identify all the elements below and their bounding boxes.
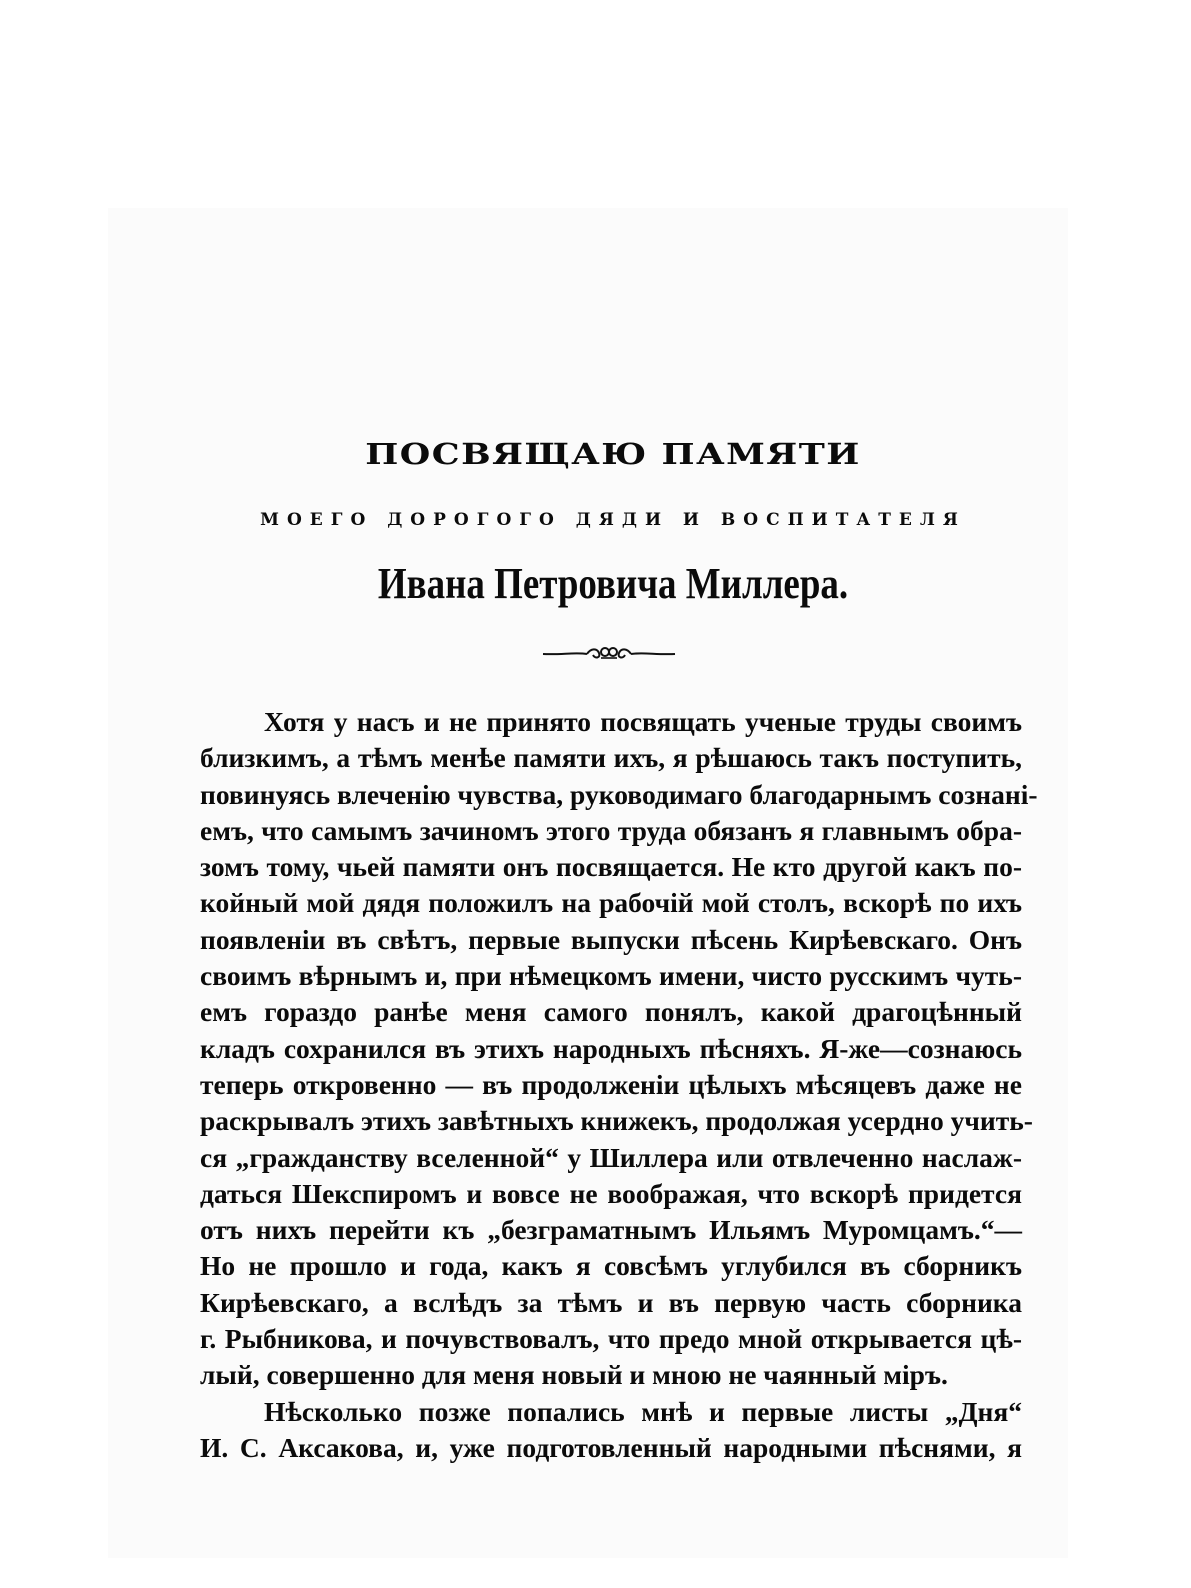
text-line: лый, совершенно для меня новый и мною не чаянный міръ. (200, 1359, 948, 1391)
text-line: повинуясь влеченію чувства, руководимаго благодарнымъ сознані- (200, 778, 1038, 810)
dedication-subtitle: МОЕГО ДОРОГОГО ДЯДИ И ВОСПИТАТЕЛЯ (260, 510, 966, 530)
text-line: кладъ сохранился въ этихъ народныхъ пѣсняхъ. Я-же—сознаюсь (200, 1032, 1022, 1064)
text-line: теперь откровенно — въ продолженіи цѣлыхъ мѣсяцевъ даже не (200, 1068, 1022, 1100)
text-line: емъ, что самымъ зачиномъ этого труда обязанъ я главнымъ обра- (200, 814, 1022, 846)
text-line: емъ гораздо ранѣе меня самого понялъ, какой драгоцѣнный (200, 996, 1022, 1028)
text-line: Нѣсколько позже попались мнѣ и первые листы „Дня“ (264, 1395, 1022, 1427)
text-line: койный мой дядя положилъ на рабочій мой столъ, вскорѣ по ихъ (200, 887, 1022, 919)
text-line: даться Шекспиромъ и вовсе не воображая, что вскорѣ придется (200, 1177, 1022, 1209)
dedication-name: Ивана Петровича Миллера. (377, 559, 849, 608)
ornament-divider-icon (541, 640, 677, 666)
body-text (200, 704, 1038, 1466)
text-line: появленіи въ свѣтъ, первые выпуски пѣсень Кирѣевскаго. Онъ (200, 923, 1022, 955)
dedication-title: ПОСВЯЩАЮ ПАМЯТИ (365, 437, 861, 472)
text-line: Кирѣевскаго, а вслѣдъ за тѣмъ и въ первую часть сборника (200, 1286, 1022, 1318)
text-line: отъ нихъ перейти къ „безграматнымъ Ильямъ Муромцамъ.“— (200, 1214, 1022, 1246)
text-line: Но не прошло и года, какъ я совсѣмъ углубился въ сборникъ (200, 1250, 1022, 1282)
text-line: г. Рыбникова, и почувствовалъ, что предо мной открывается цѣ- (200, 1323, 1022, 1355)
text-line: близкимъ, а тѣмъ менѣе памяти ихъ, я рѣшаюсь такъ поступить, (200, 742, 1022, 774)
text-line: своимъ вѣрнымъ и, при нѣмецкомъ имени, чисто русскимъ чуть- (200, 960, 1022, 992)
text-line: Хотя у насъ и не принято посвящать ученые труды своимъ (264, 706, 1022, 737)
text-line: ся „гражданству вселенной“ у Шиллера или отвлеченно наслаж- (200, 1141, 1022, 1173)
text-line: раскрывалъ этихъ завѣтныхъ книжекъ, продолжая усердно учить- (200, 1105, 1033, 1137)
text-line: зомъ тому, чьей памяти онъ посвящается. Не кто другой какъ по- (200, 851, 1022, 883)
text-line: И. С. Аксакова, и, уже подготовленный народными пѣснями, я (200, 1431, 1022, 1463)
